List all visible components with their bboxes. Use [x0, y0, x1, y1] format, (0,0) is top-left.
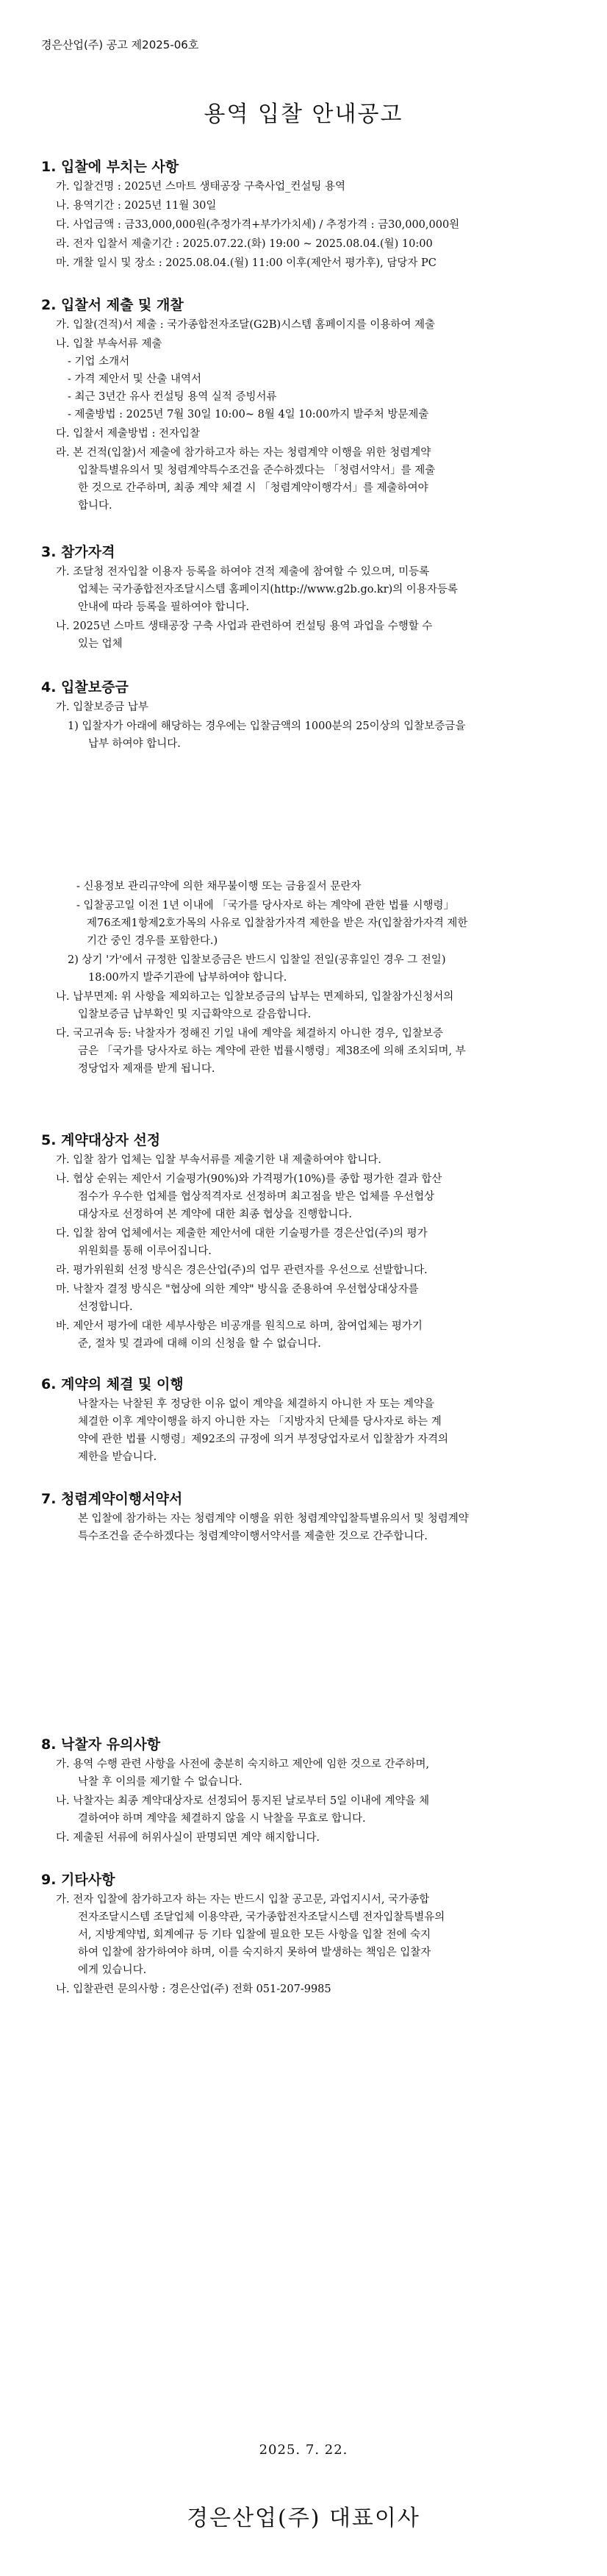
s3-item-b-line-1: 나. 2025년 스마트 생태공장 구축 사업과 관련하여 컨설팅 용역 과업을 수행할 수: [56, 620, 433, 632]
signer-name: 경은산업(주) 대표이사: [187, 2505, 420, 2531]
section-5-heading: 5. 계약대상자 선정: [41, 1132, 161, 1148]
s2-item-d-line-4: 합니다.: [78, 500, 112, 512]
s5-item-b-line-1: 나. 협상 순위는 제안서 기술평가(90%)와 가격평가(10%)를 종합 평가한 결과 합산: [56, 1173, 442, 1185]
s4-a2-line-2: 18:00까지 발주기관에 납부하여야 합니다.: [88, 972, 287, 984]
section-4-heading: 4. 입찰보증금: [41, 679, 129, 695]
s1-item-project-name: 가. 입찰건명 : 2025년 스마트 생태공장 구축사업_컨설팅 용역: [56, 181, 346, 193]
s2-item-c: 다. 입찰서 제출방법 : 전자입찰: [56, 428, 201, 440]
s9-item-a-line-3: 서, 지방계약법, 회계예규 등 기타 입찰에 필요한 모든 사항을 입찰 전에 숙지: [78, 1929, 431, 1941]
s8-item-a-line-2: 낙찰 후 이의를 제기할 수 없습니다.: [78, 1776, 243, 1788]
s1-item-opening: 마. 개찰 일시 및 장소 : 2025.08.04.(월) 11:00 이후(제안서 평가후), 담당자 PC: [56, 257, 437, 269]
s2-doc-3: - 최근 3년간 유사 컨설팅 용역 실적 증빙서류: [68, 391, 277, 403]
s4-item-c-line-2: 금은 「국가를 당사자로 하는 계약에 관한 법률시행령」제38조에 의해 조치되며, 부: [78, 1045, 466, 1057]
s4-condition-2-line-3: 기간 중인 경우를 포함한다.): [87, 935, 218, 947]
s2-item-d-line-1: 라. 본 건적(입찰)서 제출에 참가하고자 하는 자는 청렴계약 이행을 위한 청렴계약: [56, 447, 431, 459]
s5-item-c-line-2: 위원회를 통해 이루어집니다.: [78, 1245, 212, 1257]
s7-body-line-2: 특수조건을 준수하겠다는 청렴계약이행서약서를 제출한 것으로 간주합니다.: [78, 1531, 428, 1542]
s3-item-a-line-2: 업체는 국가종합전자조달시스템 홈페이지(http://www.g2b.go.kr)의 이용자등록: [78, 584, 458, 595]
s5-item-b-line-3: 대상자로 선정하여 본 계약에 대한 최종 협상을 진행합니다.: [78, 1209, 353, 1220]
s2-doc-2: - 가격 제안서 및 산출 내역서: [68, 373, 202, 385]
s5-item-f-line-1: 바. 제안서 평가에 대한 세부사항은 비공개를 원칙으로 하며, 참여업체는 평가기: [56, 1320, 423, 1332]
section-6-heading: 6. 계약의 체결 및 이행: [41, 1376, 184, 1392]
section-2-heading: 2. 입찰서 제출 및 개찰: [41, 297, 184, 313]
section-7-heading: 7. 청렴계약이행서약서: [41, 1491, 183, 1507]
s4-a2-line-1: 2) 상기 '가'에서 규정한 입찰보증금은 반드시 입찰일 전일(공휴일인 경우 그 전일): [68, 954, 446, 966]
s4-condition-1: - 신용정보 관리규약에 의한 채무불이행 또는 금융질서 문란자: [76, 881, 362, 892]
s4-item-a: 가. 입찰보증금 납부: [56, 701, 148, 713]
s9-item-a-line-2: 전자조달시스템 조달업체 이용약관, 국가종합전자조달시스템 전자입찰특별유의: [78, 1911, 445, 1923]
section-3-heading: 3. 참가자격: [41, 544, 115, 560]
s5-item-d: 라. 평가위원회 선정 방식은 경은산업(주)의 업무 관련자를 우선으로 선발합니다.: [56, 1264, 428, 1276]
s9-item-a-line-5: 에게 있습니다.: [78, 1964, 147, 1976]
s5-item-f-line-2: 준, 절차 및 결과에 대해 이의 신청을 할 수 없습니다.: [78, 1338, 321, 1350]
section-8-heading: 8. 낙찰자 유의사항: [41, 1736, 161, 1753]
s5-item-b-line-2: 점수가 우수한 업체를 협상적격자로 선정하며 최고점을 받은 업체를 우선협상: [78, 1191, 435, 1203]
s2-doc-1: - 기업 소개서: [68, 356, 130, 368]
s4-condition-2-line-1: - 입찰공고일 이전 1년 이내에 「국가를 당사자로 하는 계약에 관한 법률 시행령」: [76, 900, 455, 912]
s4-a1-line-2: 납부 하여야 합니다.: [88, 738, 181, 750]
s5-item-e-line-2: 선정합니다.: [78, 1301, 133, 1313]
s8-item-b-line-2: 결하여야 하며 계약을 체결하지 않을 시 낙찰을 무효로 합니다.: [78, 1813, 366, 1825]
s1-item-amount: 다. 사업금액 : 금33,000,000원(추정가격+부가가치세) / 추정가격 : 금30,000,000원: [56, 219, 460, 231]
s2-item-b: 나. 입찰 부속서류 제출: [56, 338, 162, 350]
section-9-heading: 9. 기타사항: [41, 1872, 115, 1888]
s1-item-period: 나. 용역기간 : 2025년 11월 30일: [56, 200, 217, 212]
section-1-heading: 1. 입찰에 부치는 사항: [41, 159, 179, 175]
s4-item-b-line-1: 나. 납부면제: 위 사항을 제외하고는 입찰보증금의 납부는 면제하되, 입찰참가신청서의: [56, 991, 454, 1003]
s6-body-line-2: 체결한 이후 계약이행을 하지 아니한 자는 「지방자치 단체를 당사자로 하는 계: [78, 1416, 442, 1428]
s6-body-line-4: 제한을 받습니다.: [78, 1451, 157, 1463]
s4-condition-2-line-2: 제76조제1항제2호가목의 사유로 입찰참가자격 제한을 받은 자(입찰참가자격 제한: [87, 917, 468, 929]
s2-item-a: 가. 입찰(견적)서 제출 : 국가종합전자조달(G2B)시스템 홈페이지를 이용하여 제출: [56, 319, 436, 331]
s6-body-line-3: 약에 관한 법률 시행령」제92조의 규정에 의거 부정당업자로서 입찰참가 자격의: [78, 1434, 449, 1445]
s3-item-a-line-1: 가. 조달청 전자입찰 이용자 등록을 하여야 견적 제출에 참여할 수 있으며, 미등록: [56, 566, 430, 578]
s8-item-b-line-1: 나. 낙찰자는 최종 계약대상자로 선정되어 통지된 날로부터 5일 이내에 계약을 체: [56, 1795, 430, 1807]
s8-item-c: 다. 제출된 서류에 허위사실이 판명되면 계약 해지합니다.: [56, 1832, 320, 1844]
s4-item-c-line-3: 정당업자 제재를 받게 됩니다.: [78, 1063, 215, 1075]
s4-item-b-line-2: 입찰보증금 납부확인 및 지급확약으로 갈음합니다.: [78, 1009, 312, 1020]
notice-date: 2025. 7. 22.: [259, 2442, 348, 2458]
s2-item-d-line-2: 입찰특별유의서 및 청렴계약특수조건을 준수하겠다는 「청렴서약서」를 제출: [78, 465, 436, 476]
s6-body-line-1: 낙찰자는 낙찰된 후 정당한 이유 없이 계약을 체결하지 아니한 자 또는 계약을: [78, 1398, 434, 1410]
s3-item-a-line-3: 안내에 따라 등록을 필하여야 합니다.: [78, 601, 250, 613]
s9-item-a-line-4: 하여 입찰에 참가하여야 하며, 이를 숙지하지 못하여 발생하는 책임은 입찰자: [78, 1947, 431, 1958]
s4-item-c-line-1: 다. 국고귀속 등: 낙찰자가 정해진 기일 내에 계약을 체결하지 아니한 경우, 입찰보증: [56, 1028, 444, 1040]
s2-doc-4: - 제출방법 : 2025년 7월 30일 10:00~ 8월 4일 10:00까지 발주처 방문제출: [68, 409, 429, 421]
s9-item-a-line-1: 가. 전자 입찰에 참가하고자 하는 자는 반드시 입찰 공고문, 과업지시서, 국가종합: [56, 1894, 430, 1906]
s1-item-submission-period: 라. 전자 입찰서 제출기간 : 2025.07.22.(화) 19:00 ~ 2025.08.04.(월) 10:00: [56, 238, 433, 250]
page-title: 용역 입찰 안내공고: [204, 101, 403, 127]
s8-item-a-line-1: 가. 용역 수행 관련 사항을 사전에 충분히 숙지하고 제안에 임한 것으로 간주하며,: [56, 1759, 430, 1770]
s9-item-b-contact: 나. 입찰관련 문의사항 : 경은산업(주) 전화 051-207-9985: [56, 1983, 331, 1995]
s4-a1-line-1: 1) 입찰자가 아래에 해당하는 경우에는 입찰금액의 1000분의 25이상의 입찰보증금을: [68, 720, 466, 732]
s5-item-c-line-1: 다. 입찰 참여 업체에서는 제출한 제안서에 대한 기술평가를 경은산업(주)의 평가: [56, 1228, 428, 1239]
s5-item-a: 가. 입찰 참가 업체는 입찰 부속서류를 제출기한 내 제출하여야 합니다.: [56, 1154, 381, 1166]
s7-body-line-1: 본 입찰에 참가하는 자는 청렴계약 이행을 위한 청렴계약입찰특별유의서 및 청렴계약: [78, 1513, 469, 1525]
notice-number: 경은산업(주) 공고 제2025-06호: [41, 38, 199, 51]
s2-item-d-line-3: 한 것으로 간주하며, 최종 계약 체결 시 「청렴계약이행각서」를 제출하여야: [78, 482, 428, 494]
s5-item-e-line-1: 마. 낙찰자 결정 방식은 "협상에 의한 계약" 방식을 준용하여 우선협상대상자를: [56, 1284, 419, 1295]
s3-item-b-line-2: 있는 업체: [78, 638, 123, 650]
